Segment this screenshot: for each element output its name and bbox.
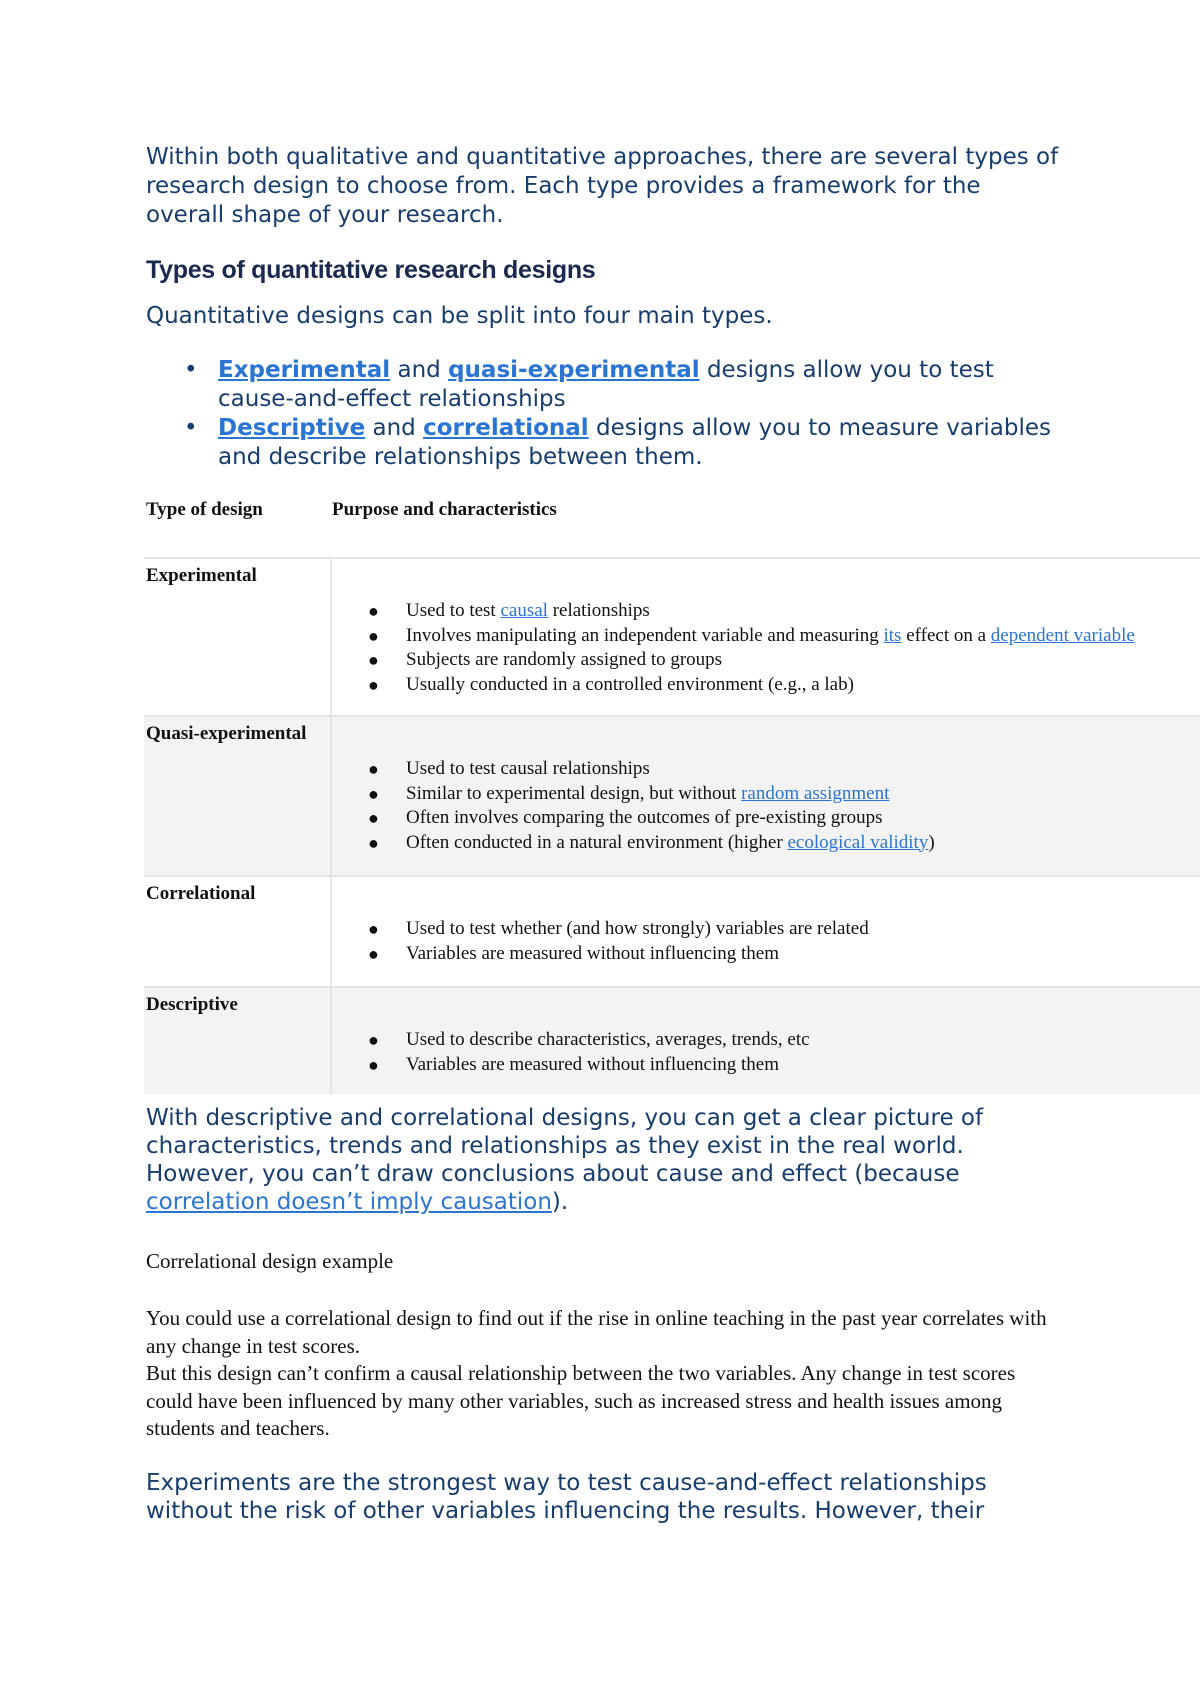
row-name: Experimental: [146, 565, 257, 586]
list-item: [368, 782, 935, 807]
item-text: relationships: [547, 600, 650, 621]
bullet-icon: ●: [368, 601, 379, 621]
list-text: designs allow you to test cause-and-effect relationships: [218, 357, 994, 412]
causal-link[interactable]: causal: [500, 600, 548, 621]
list-item: [368, 917, 869, 942]
intro-paragraph: Within both qualitative and quantitative approaches, there are several types of research design to choose from. Each type provides a framework for the overall shape of your research.: [146, 144, 1059, 228]
its-link[interactable]: its: [883, 624, 902, 646]
correlational-link[interactable]: correlational: [423, 415, 589, 441]
row-name: Quasi-experimental: [146, 723, 307, 744]
bullet-icon: ●: [368, 919, 379, 939]
descriptive-link[interactable]: Descriptive: [218, 415, 366, 441]
example-body: [146, 1305, 1066, 1443]
row-name: Correlational: [146, 883, 256, 904]
item-text: Often involves comparing the outcomes of pre-existing groups: [406, 807, 883, 828]
example-paragraph: You could use a correlational design to find out if the rise in online teaching in the past year correlates with any change in test scores.: [146, 1306, 1047, 1358]
row-description: [330, 717, 1200, 875]
bullet-icon: •: [184, 357, 198, 383]
list-text: and: [390, 357, 449, 383]
list-item: [368, 757, 935, 782]
section-heading: Types of quantitative research designs: [146, 256, 596, 284]
row-name: Descriptive: [146, 994, 238, 1015]
item-text: Often conducted in a natural environment (higher: [406, 831, 788, 853]
bullet-icon: ●: [368, 943, 379, 964]
paragraph-text: With descriptive and correlational designs, you can get a clear picture of characteristics, trends and relationships as they exist in the real world. However, you can’t draw conclusions about cause and effect (because: [146, 1105, 984, 1187]
row-description: [330, 559, 1200, 715]
item-text: Used to test: [406, 600, 501, 621]
design-types-list: [146, 356, 1066, 472]
table-row: [144, 875, 1200, 986]
item-text: Used to test whether (and how strongly) variables are related: [406, 918, 869, 939]
list-item: [368, 1028, 810, 1053]
list-text: and: [365, 415, 424, 441]
bullet-icon: ●: [368, 674, 379, 695]
item-text: Subjects are randomly assigned to groups: [406, 649, 723, 670]
list-item: [146, 414, 1066, 472]
dependent-variable-link[interactable]: dependent variable: [990, 624, 1135, 646]
bullet-icon: ●: [368, 650, 379, 670]
bullet-icon: ●: [368, 783, 379, 804]
item-text: effect on a: [901, 624, 991, 646]
item-text: Used to describe characteristics, averages, trends, etc: [406, 1029, 810, 1050]
list-item: [368, 673, 1135, 698]
item-text: Usually conducted in a controlled environment (e.g., a lab): [406, 673, 854, 695]
item-text: Used to test causal relationships: [406, 758, 650, 779]
list-item: [368, 831, 935, 856]
list-item: [368, 1053, 810, 1078]
bullet-icon: ●: [368, 1054, 379, 1075]
table-header: [144, 497, 1200, 557]
bullet-icon: •: [184, 415, 198, 441]
experiments-paragraph: Experiments are the strongest way to test cause-and-effect relationships without the risk of other variables influencing the results. However, their: [146, 1470, 987, 1524]
table-row: [144, 715, 1200, 875]
lead-paragraph: Quantitative designs can be split into four main types.: [146, 303, 773, 329]
random-assignment-link[interactable]: random assignment: [741, 782, 890, 804]
item-text: Involves manipulating an independent variable and measuring: [406, 624, 884, 646]
list-text: designs allow you to measure variables and describe relationships between them.: [218, 415, 1052, 470]
row-description: [330, 877, 1200, 986]
bullet-icon: ●: [368, 1030, 379, 1050]
quasi-experimental-link[interactable]: quasi-experimental: [448, 357, 700, 383]
item-text: Variables are measured without influencing them: [406, 1053, 780, 1075]
header-type: Type of design: [146, 499, 263, 520]
example-paragraph: But this design can’t confirm a causal relationship between the two variables. Any change in test scores could have been influenced by many other variables, such as increased stress and health issues among students and teachers.: [146, 1361, 1016, 1440]
list-item: [146, 356, 1066, 414]
ecological-validity-link[interactable]: ecological validity: [787, 831, 929, 853]
item-text: ): [928, 831, 935, 853]
design-types-table: [144, 497, 1200, 1094]
item-text: Similar to experimental design, but without: [406, 782, 742, 804]
descriptive-correlational-paragraph: [146, 1104, 1066, 1216]
correlation-causation-link[interactable]: correlation doesn’t imply causation: [146, 1189, 552, 1215]
bullet-icon: ●: [368, 808, 379, 828]
example-title: Correlational design example: [146, 1249, 394, 1273]
bullet-icon: ●: [368, 759, 379, 779]
experimental-link[interactable]: Experimental: [218, 357, 391, 383]
bullet-icon: ●: [368, 832, 379, 853]
row-description: [330, 988, 1200, 1094]
table-row: [144, 557, 1200, 715]
list-item: [368, 599, 1135, 624]
list-item: [368, 648, 1135, 673]
item-text: Variables are measured without influencing them: [406, 942, 780, 964]
table-row: [144, 986, 1200, 1094]
paragraph-text: ).: [551, 1189, 569, 1215]
bullet-icon: ●: [368, 625, 379, 646]
list-item: [368, 806, 935, 831]
list-item: [368, 942, 869, 967]
list-item: [368, 624, 1135, 649]
header-purpose: Purpose and characteristics: [332, 499, 557, 520]
